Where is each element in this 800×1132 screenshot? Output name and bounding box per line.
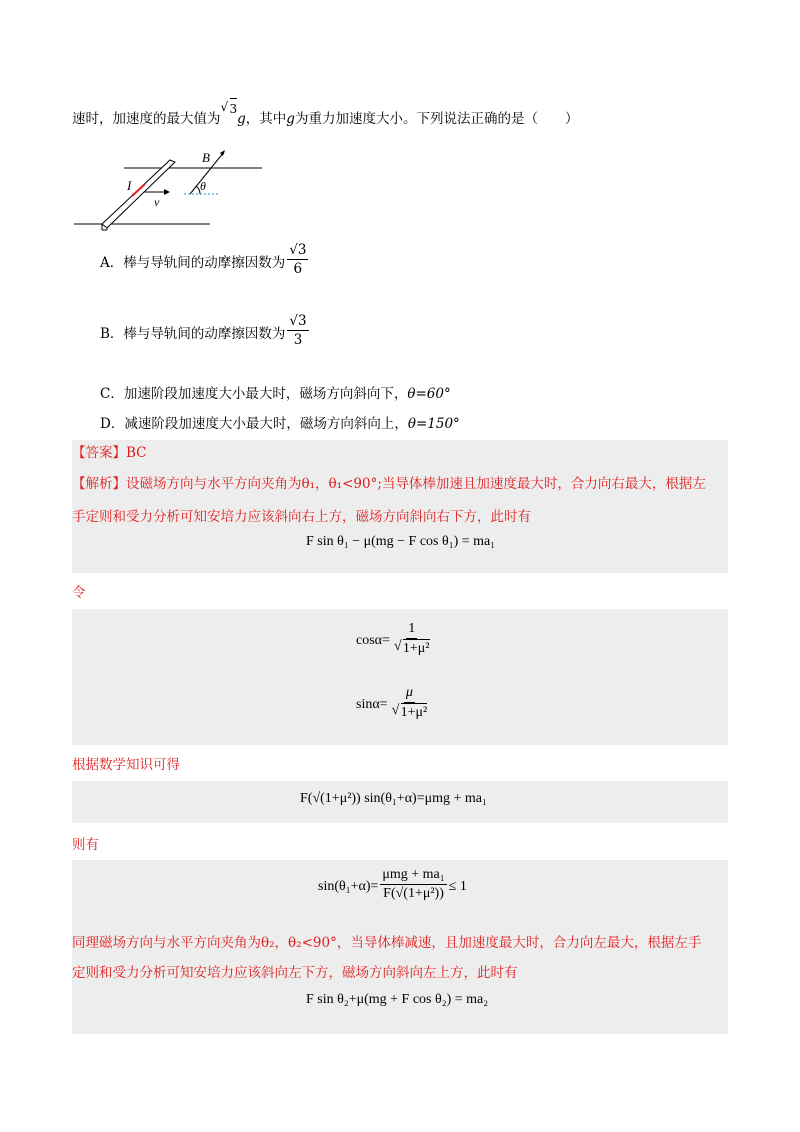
option-d: D．减速阶段加速度大小最大时，磁场方向斜向上，θ=150° <box>100 416 460 432</box>
math-knowledge-text: 根据数学知识可得 <box>72 757 180 773</box>
label-B: B <box>202 150 210 165</box>
option-a: A．棒与导轨间的动摩擦因数为 $\frac{√3}{6}$ <box>100 242 307 277</box>
equation-6: F sin θ₂+μ(mg + F cos θ₂) = ma₂ <box>306 992 489 1007</box>
label-I: I <box>127 178 132 193</box>
question-stem: 速时，加速度的最大值为 √ 3g，其中g为重力加速度大小。下列说法正确的是（ ） <box>72 100 579 127</box>
answer-line: 【答案】BC <box>72 445 147 461</box>
analysis-line-2: 手定则和受力分析可知安培力应该斜向右上方，磁场方向斜向右下方，此时有 <box>72 509 531 525</box>
option-c: C．加速阶段加速度大小最大时，磁场方向斜向下，θ=60° <box>100 386 451 402</box>
label-theta: θ <box>200 179 206 193</box>
sqrt-3: √ 3 <box>221 98 238 119</box>
equation-1: F sin θ₁ − μ(mg − F cos θ₁) = ma₁ <box>306 534 496 549</box>
rail-figure <box>72 148 272 234</box>
label-v: v <box>154 195 160 209</box>
ling-text: 令 <box>72 585 86 601</box>
option-b: B．棒与导轨间的动摩擦因数为 $\frac{√3}{3}$ <box>100 313 307 348</box>
equation-4: F(√(1+μ²)) sin(θ₁+α)=μmg + ma₁ <box>300 791 487 806</box>
equation-5: sin(θ₁+α)= $\frac{\text{μmg + ma₁}}{\text{F(√(1+μ²))}}$ ≤ 1 <box>318 867 467 901</box>
analysis-line-4: 定则和受力分析可知安培力应该斜向左下方，磁场方向斜向左上方，此时有 <box>72 965 518 981</box>
analysis-line-3: 同理磁场方向与水平方向夹角为θ₂，θ₂<90°，当导体棒减速，且加速度最大时，合力向左最大，根据左手 <box>72 935 702 951</box>
zeyou-text: 则有 <box>72 837 99 853</box>
analysis-line-1: 【解析】设磁场方向与水平方向夹角为θ₁，θ₁<90°;当导体棒加速且加速度最大时，合力向右最大，根据左 <box>72 476 706 492</box>
equation-sin-alpha: sinα= μ √ 1+μ² <box>356 685 428 720</box>
equation-cos-alpha: cosα= 1 √ 1+μ² <box>356 621 430 656</box>
